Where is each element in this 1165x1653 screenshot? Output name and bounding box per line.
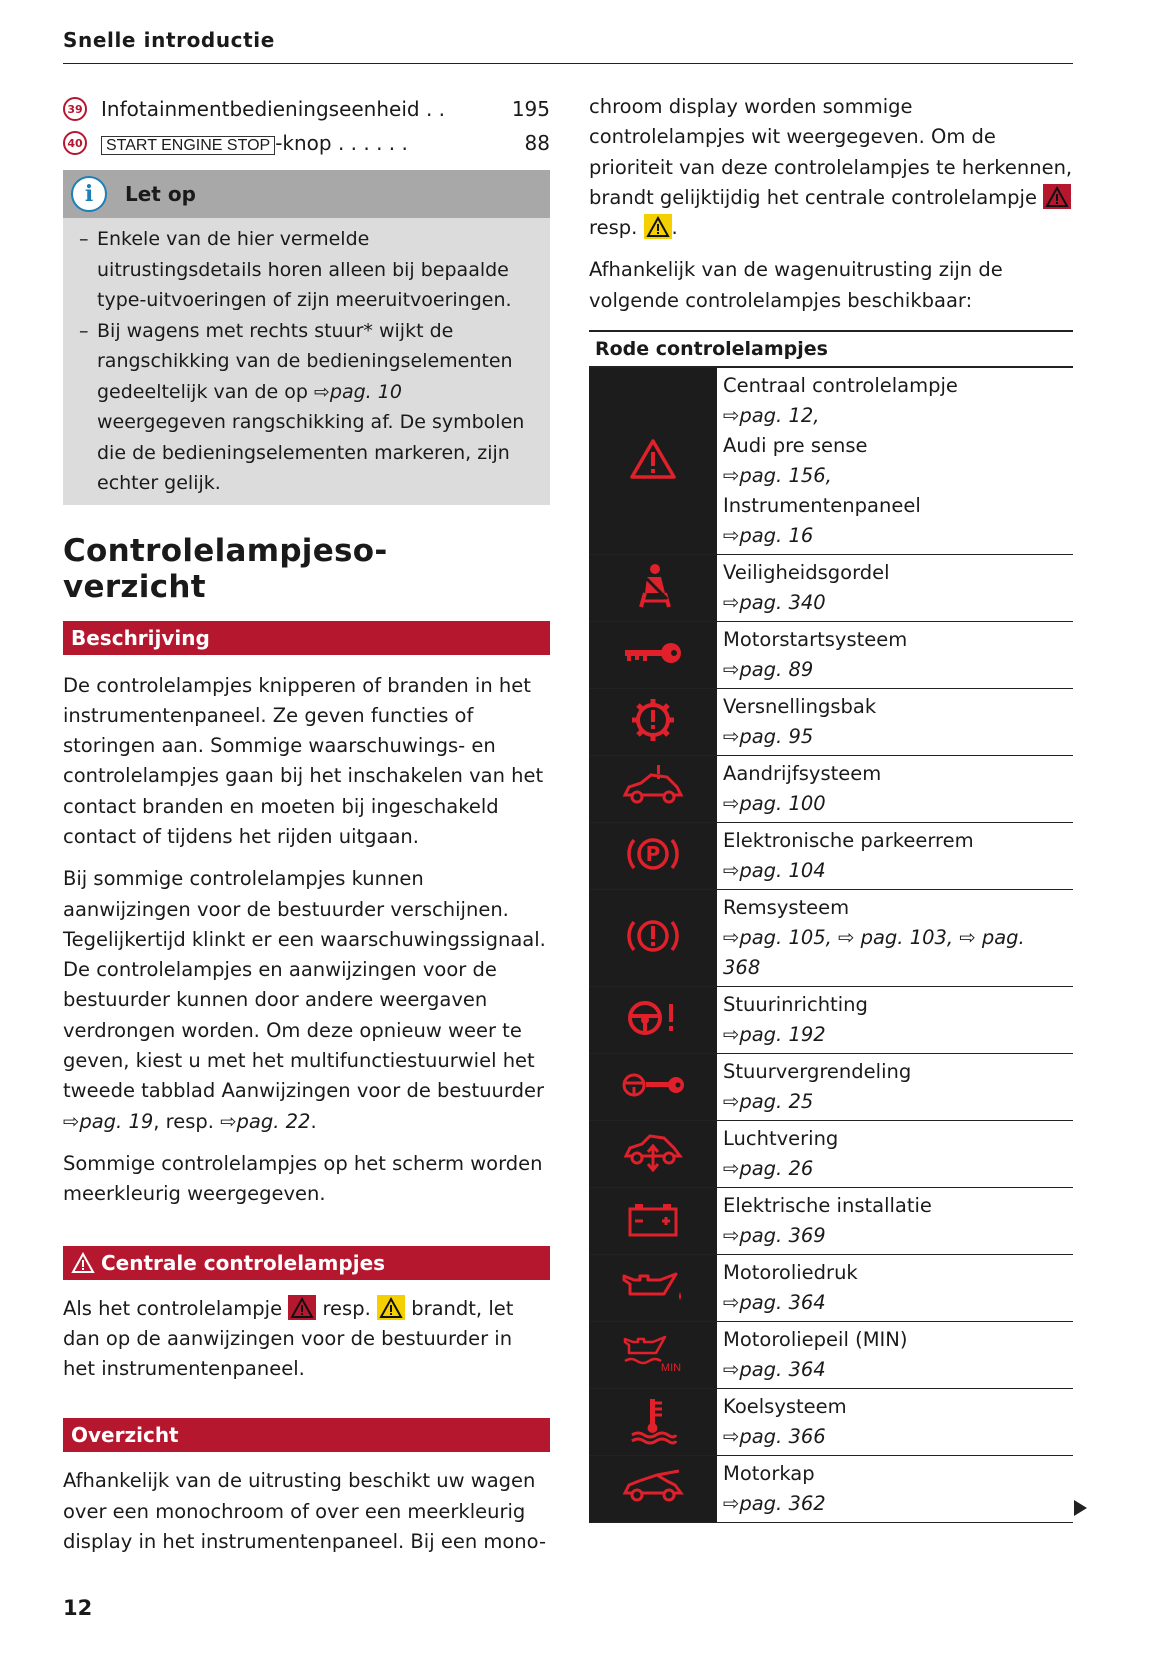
arrow-ref-icon: ⇨ (723, 1492, 740, 1516)
toc-page[interactable]: 195 (511, 97, 550, 121)
icon-cell (589, 1322, 717, 1388)
arrow-ref-icon: ⇨ (723, 725, 740, 749)
paragraph: De controlelampjes knipperen of branden in het instrumentenpaneel. Ze geven functies of storingen aan. Sommige waarschuwings- en controlelampjes gaan bij het inschakelen van het contact branden en moeten bij ingeschakeld contact of tijdens het rijden uitgaan. (63, 673, 544, 848)
paragraph-text: Als het controlelampje (63, 1296, 283, 1320)
note-text: Enkele van de hier vermelde uitrustingsdetails horen alleen bij bepaalde type-uitvoeringen of zijn meeruitvoeringen. (97, 228, 512, 311)
svg-text:MIN: MIN (660, 1362, 682, 1375)
note-text (97, 316, 530, 499)
warning-lights-table (589, 330, 1073, 1523)
lamp-label: Motoroliepeil (MIN) (723, 1328, 908, 1352)
description-line (723, 1020, 868, 1050)
description-cell (717, 1255, 864, 1321)
icon-cell (589, 987, 717, 1053)
table-row (589, 368, 1073, 555)
battery-icon (626, 1199, 680, 1243)
oil-pressure-icon (620, 1266, 686, 1310)
table-row (589, 1255, 1073, 1322)
description-cell (717, 1121, 844, 1187)
description-line (723, 1124, 838, 1154)
lamp-label: Stuurvergrendeling (723, 1060, 912, 1084)
description-line (723, 722, 876, 752)
description-line (723, 1191, 932, 1221)
description-line (723, 1221, 932, 1251)
description-line (723, 1489, 826, 1519)
description-line (723, 558, 890, 588)
table-row (589, 987, 1073, 1054)
paragraph (63, 1294, 550, 1385)
description-cell (717, 622, 913, 688)
icon-cell (589, 689, 717, 755)
description-line (723, 401, 958, 431)
toc-item-40[interactable] (63, 126, 550, 160)
page-reference-link[interactable]: pag. 22 (236, 1109, 311, 1133)
arrow-ref-icon: ⇨ (723, 591, 740, 615)
arrow-ref-icon: ⇨ (723, 1291, 740, 1315)
callout-number-39: 39 (63, 97, 87, 121)
paragraph-text: . (310, 1109, 317, 1133)
page-reference-link[interactable]: pag. 25 (739, 1090, 814, 1114)
description-line (723, 461, 958, 491)
page-reference-link[interactable]: pag. 364 (739, 1291, 826, 1315)
page-reference-link[interactable]: pag. 26 (739, 1157, 814, 1181)
description-line (723, 371, 958, 401)
icon-cell (589, 555, 717, 621)
parking-brake-icon (626, 832, 680, 880)
page-reference-link[interactable]: 368 (723, 956, 761, 980)
key-icon (621, 638, 685, 672)
description-line (723, 521, 958, 551)
warning-triangle-icon (71, 1252, 95, 1274)
description-line (723, 923, 1025, 953)
table-row (589, 1456, 1073, 1523)
dash: – (79, 228, 89, 250)
page-reference-link[interactable]: pag. 104 (739, 859, 826, 883)
lamp-label: Stuurinrichting (723, 993, 868, 1017)
lamp-label: Elektronische parkeerrem (723, 829, 974, 853)
arrow-ref-icon: ⇨ (723, 792, 740, 816)
description-line (723, 759, 881, 789)
page-number: 12 (63, 1596, 93, 1620)
toc-page[interactable]: 88 (524, 131, 550, 155)
arrow-ref-icon: ⇨ (723, 524, 740, 548)
table-row (589, 1054, 1073, 1121)
lamp-label: Audi pre sense (723, 434, 868, 458)
arrow-ref-icon: ⇨ (723, 926, 740, 950)
section-title-line2: verzicht (63, 568, 206, 605)
lamp-label: Veiligheidsgordel (723, 561, 890, 585)
seatbelt-icon (631, 561, 675, 615)
table-row (589, 1322, 1073, 1389)
car-warning-icon (621, 765, 685, 813)
page-reference-link[interactable]: pag. 95 (739, 725, 814, 749)
description-line (723, 625, 907, 655)
central-warning-yellow-icon (377, 1295, 405, 1320)
description-line (723, 1087, 911, 1117)
paragraph-text: brandt, let dan op de aanwijzingen voor de bestuurder in het instrumentenpaneel. (63, 1296, 514, 1381)
note-body (63, 218, 550, 505)
running-header-title: Snelle introductie (63, 28, 275, 52)
description-line (723, 1258, 858, 1288)
right-column (589, 92, 1073, 1523)
description-line (723, 893, 1025, 923)
table-row (589, 890, 1073, 987)
description-cell (717, 1188, 938, 1254)
steering-lock-icon (620, 1067, 686, 1107)
arrow-ref-icon: ⇨ (723, 1224, 740, 1248)
steering-warning-icon (625, 996, 681, 1044)
beschrijving-heading (63, 621, 550, 655)
description-line (723, 1392, 847, 1422)
paragraph: Afhankelijk van de wagenuitrusting zijn de volgende controlelampjes beschikbaar: (589, 258, 1003, 312)
oil-level-min-icon (621, 1331, 685, 1379)
arrow-ref-icon: ⇨ (723, 1090, 740, 1114)
table-row (589, 1389, 1073, 1456)
callout-number-40: 40 (63, 131, 87, 155)
air-suspension-icon (622, 1130, 684, 1178)
start-engine-stop-key: START ENGINE STOP (101, 136, 275, 155)
description-line (723, 1355, 907, 1385)
icon-cell (589, 368, 717, 554)
description-line (723, 856, 974, 886)
icon-cell (589, 1188, 717, 1254)
arrow-ref-icon: ⇨ (313, 380, 330, 403)
arrow-ref-icon: ⇨ (63, 1109, 80, 1133)
description-line (723, 1325, 907, 1355)
paragraph-text: resp. (589, 216, 638, 240)
warning-triangle-icon (628, 437, 678, 485)
paragraph-text: chroom display worden sommige controlelampjes wit weergegeven. Om de prioriteit van deze controlelampjes te herkennen, brandt gelijktijdig het centrale controlelampje (589, 95, 1073, 209)
description-cell (717, 368, 964, 554)
description-line (723, 588, 890, 618)
arrow-ref-icon: ⇨ (723, 1358, 740, 1382)
lamp-label: Remsysteem (723, 896, 850, 920)
dash: – (79, 319, 89, 342)
icon-cell (589, 756, 717, 822)
description-cell (717, 1389, 853, 1455)
overzicht-heading-text: Overzicht (71, 1423, 179, 1448)
description-line (723, 826, 974, 856)
brake-system-icon (626, 914, 680, 962)
hood-icon (621, 1467, 685, 1511)
paragraph-text: , resp. (153, 1109, 214, 1133)
overzicht-heading (63, 1418, 550, 1452)
page-reference-link[interactable]: pag. 156, (739, 464, 832, 488)
description-cell (717, 1456, 832, 1522)
page-reference-link[interactable]: pag. 89 (739, 658, 814, 682)
arrow-ref-icon: ⇨ (723, 658, 740, 682)
description-cell (717, 689, 882, 755)
description-cell (717, 987, 874, 1053)
gear-warning-icon (629, 696, 677, 748)
page-reference-link[interactable]: pag. 369 (739, 1224, 826, 1248)
paragraph-text: . (671, 216, 678, 240)
description-line (723, 953, 1025, 983)
arrow-ref-icon: ⇨ (723, 1157, 740, 1181)
table-row (589, 1188, 1073, 1255)
lamp-label: Koelsysteem (723, 1395, 847, 1419)
toc-label (101, 131, 500, 155)
page-reference-link[interactable]: pag. 16 (739, 524, 814, 548)
paragraph: Afhankelijk van de uitrusting beschikt uw wagen over een monochroom of over een meerkleurig display in het instrumentenpaneel. Bij een mono- (63, 1469, 546, 1554)
lamp-label: Centraal controlelampje (723, 374, 958, 398)
paragraph (63, 864, 550, 1137)
table-row (589, 1121, 1073, 1188)
svg-text:P: P (645, 842, 661, 867)
description-line (723, 1288, 858, 1318)
description-line (723, 1459, 826, 1489)
central-warning-yellow-icon (644, 214, 672, 239)
note-title: Let op (125, 182, 196, 206)
table-title: Rode controlelampjes (589, 332, 1073, 368)
toc-label-suffix: -knop . . . . . . (275, 131, 408, 155)
icon-cell (589, 622, 717, 688)
icon-cell (589, 890, 717, 986)
table-row (589, 756, 1073, 823)
lamp-label: Aandrijfsysteem (723, 762, 882, 786)
description-line (723, 692, 876, 722)
note-text-part: Bij wagens met rechts stuur* wijkt de rangschikking van de bedieningselementen gedeeltelijk van de op (97, 319, 513, 403)
beschrijving-heading-text: Beschrijving (71, 625, 210, 650)
toc-item-39[interactable] (63, 92, 550, 126)
description-cell (717, 1054, 917, 1120)
next-page-arrow-icon[interactable] (1074, 1500, 1087, 1516)
description-line (723, 1422, 847, 1452)
icon-cell (589, 1121, 717, 1187)
section-title-line1: Controlelampjeso- (63, 532, 388, 569)
lamp-label: Motorstartsysteem (723, 628, 908, 652)
arrow-ref-icon: ⇨ (220, 1109, 237, 1133)
note-item (79, 224, 530, 316)
left-column (63, 92, 550, 1557)
lamp-label: Luchtvering (723, 1127, 839, 1151)
description-line (723, 990, 868, 1020)
description-cell (717, 1322, 913, 1388)
paragraph: Sommige controlelampjes op het scherm worden meerkleurig weergegeven. (63, 1151, 543, 1206)
description-cell (717, 555, 896, 621)
description-line (723, 1154, 838, 1184)
arrow-ref-icon: ⇨ (723, 464, 740, 488)
coolant-icon (628, 1395, 678, 1449)
note-header (63, 170, 550, 218)
page-reference-link[interactable]: pag. 12, (739, 404, 820, 428)
centrale-heading-text: Centrale controlelampjes (101, 1250, 386, 1275)
paragraph-text: Bij sommige controlelampjes kunnen aanwijzingen voor de bestuurder verschijnen. Tegelijkertijd klinkt er een waarschuwingssignaal. De controlelampjes en aanwijzingen voor de bestuurder kunnen door andere weergaven verdrongen worden. Om deze opnieuw weer te geven, kiest u met het multifunctiestuurwiel het tweede tabblad Aanwijzingen voor de bestuurder (63, 867, 546, 1103)
arrow-ref-icon: ⇨ (723, 859, 740, 883)
page-reference-link[interactable]: pag. 192 (739, 1023, 826, 1047)
table-row (589, 823, 1073, 890)
page-reference-link[interactable]: pag. 366 (739, 1425, 826, 1449)
lamp-label: Versnellingsbak (723, 695, 877, 719)
table-row (589, 689, 1073, 756)
paragraph-text: resp. (322, 1296, 371, 1320)
centrale-heading (63, 1246, 550, 1280)
note-text-part: weergegeven rangschikking af. De symbolen die de bedieningselementen markeren, zijn echter gelijk. (97, 411, 525, 494)
description-line (723, 789, 881, 819)
table-body (589, 368, 1073, 1523)
description-line (723, 431, 958, 461)
central-warning-red-icon (288, 1295, 316, 1320)
page-reference-link[interactable]: pag. 340 (739, 591, 826, 615)
table-row (589, 622, 1073, 689)
page-reference-link[interactable]: pag. 105, ⇨ pag. 103, ⇨ pag. (739, 926, 1025, 950)
central-warning-red-icon (1043, 184, 1071, 209)
note-item (79, 316, 530, 499)
toc-label: Infotainmentbedieningseenheid . . (101, 97, 446, 121)
icon-cell (589, 1456, 717, 1522)
info-icon: i (71, 176, 107, 212)
arrow-ref-icon: ⇨ (723, 404, 740, 428)
page-reference-link[interactable]: pag. 19 (79, 1109, 154, 1133)
page-reference-link[interactable]: pag. 364 (739, 1358, 826, 1382)
description-cell (717, 756, 887, 822)
arrow-ref-icon: ⇨ (723, 1023, 740, 1047)
page-reference-link[interactable]: pag. 10 (329, 380, 402, 403)
running-header (63, 28, 1073, 64)
page-reference-link[interactable]: pag. 362 (739, 1492, 826, 1516)
icon-cell (589, 1054, 717, 1120)
table-row (589, 555, 1073, 622)
description-cell (717, 823, 980, 889)
description-line (723, 1057, 911, 1087)
description-cell (717, 890, 1031, 986)
lamp-label: Elektrische installatie (723, 1194, 932, 1218)
description-line (723, 491, 958, 521)
arrow-ref-icon: ⇨ (723, 1425, 740, 1449)
lamp-label: Motoroliedruk (723, 1261, 858, 1285)
page-reference-link[interactable]: pag. 100 (739, 792, 826, 816)
icon-cell (589, 1389, 717, 1455)
icon-cell (589, 823, 717, 889)
section-title (63, 533, 550, 605)
icon-cell (589, 1255, 717, 1321)
lamp-label: Instrumentenpaneel (723, 494, 921, 518)
description-line (723, 655, 907, 685)
paragraph (589, 92, 1073, 243)
lamp-label: Motorkap (723, 1462, 815, 1486)
note-box (63, 170, 550, 505)
